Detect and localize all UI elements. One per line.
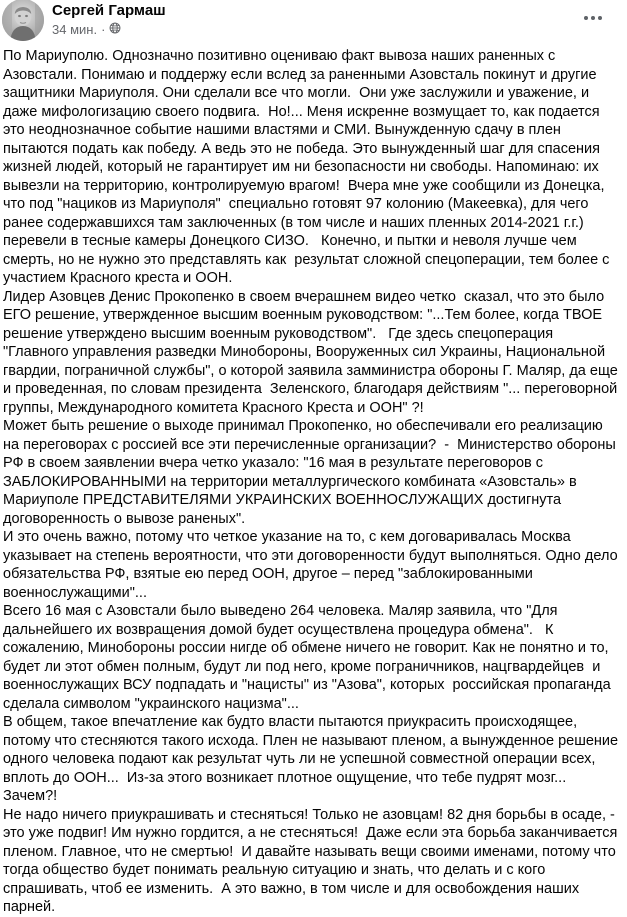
- ellipsis-dot: [591, 16, 595, 20]
- more-options-button[interactable]: [577, 2, 609, 34]
- author-name[interactable]: Сергей Гармаш: [52, 2, 166, 19]
- post-paragraph: И это очень важно, потому что четкое указание на то, с кем договаривалась Москва указывает на степень вероятности, что эти договоренности будут выполняться. Одно дело обязательства РФ, взятые ею перед ООН, другое – перед "заблокированными военнослужащими"...: [3, 529, 622, 601]
- post-text: [3, 47, 623, 917]
- post-paragraph: Всего 16 мая с Азовстали было выведено 264 человека. Маляр заявила, что "Для дальнейшего их возвращения домой будет осуществлена процедура обмена". К сожалению, Минобороны россии нигде об обмене ничего не говорит. Как не понятно и то, будет ли этот обмен полным, будут ли под него, кроме пограничников, нацгвардейцев и военнослужащих ВСУ подпадать и "нацисты" из "Азова", которых российская пропаганда сделала символом "украинского нацизма"...: [3, 603, 615, 712]
- post-paragraph: Лидер Азовцев Денис Прокопенко в своем вчерашнем видео четко сказал, что это было ЕГО решение, утвержденное высшим военным руководством: "...Тем более, когда ТВОЕ решение утверждено высшим военным руководством". Где здесь спецоперация "Главного управления разведки Минобороны, Вооруженных сил Украины, Национальной гвардии, пограничной службы", о которой заявила замминистра обороны Г. Маляр, да еще и проведенная, по словам президента Зеленского, благодаря действиям "... переговорной группы, Международного комитета Красного Креста и ООН" ?!: [3, 288, 622, 416]
- post-paragraph: Не надо ничего приукрашивать и стесняться! Только не азовцам! 82 дня борьбы в осаде, - это уже подвиг! Им нужно гордится, а не стесняться! Даже если эта борьба заканчивается пленом. Главное, что не смертью! И давайте называть вещи своими именами, потому что тогда общество будет понимать реальную ситуацию и знать, что делать и с кого спрашивать, чтоб ее изменить. А это важно, в том числе и для освобождения наших парней.: [3, 806, 622, 915]
- globe-icon: [109, 22, 121, 38]
- post-paragraph: В общем, такое впечатление как будто власти пытаются приукрасить происходящее, потому что стесняются такого исхода. Плен не называют пленом, а вынужденное решение одного человека подают как результат чуть ли не успешной совместной операции всех, вплоть до ООН... Из-за этого возникает плотное ощущение, что тебе пудрят мозг... Зачем?!: [3, 714, 623, 804]
- avatar[interactable]: [2, 0, 44, 41]
- post-subline: [52, 21, 577, 38]
- meta-separator: ·: [101, 21, 106, 37]
- post-paragraph: По Мариуполю. Однозначно позитивно оцениваю факт вывоза наших раненных с Азовстали. Понимаю и поддержу если вслед за раненными Азовсталь покинут и другие защитники Мариуполя. Они сделали все что могли. Они уже заслужили и уважение, и даже мифологизацию своего подвига. Но!... Меня искренне возмущает то, как подается это неоднозначное событие нашими властями и СМИ. Вынужденную сдачу в плен пытаются подать как победу. А ведь это не победа. Это вынужденный шаг для спасения жизней людей, который не гарантирует им ни безопасности ни свободы. Напоминаю: их вывезли на территорию, контролируемую врагом! Вчера мне уже сообщили из Донецка, что под "нациков из Мариуполя" специально готовят 97 колонию (Макеевка), для чего ранее содержавшихся там заключенных (в том числе и наших пленных 2014-2021 г.г.) перевели в тесные камеры Донецкого СИЗО. Конечно, и пытки и неволя лучше чем смерть, но не нужно это представлять как результат сложной спецоперации, тем более с участием Красного креста и ООН.: [3, 48, 614, 286]
- profile-photo: [2, 0, 44, 41]
- post-header: [0, 0, 627, 44]
- ellipsis-dot: [598, 16, 602, 20]
- post-paragraph: Может быть решение о выходе принимал Прокопенко, но обеспечивали его реализацию на переговорах с россией все эти перечисленные организации? - Министерство обороны РФ в своем заявлении вчера четко указало: "16 мая в результате переговоров с ЗАБЛОКИРОВАННЫМИ на территории металлургического комбината «Азовсталь» в Мариуполе ПРЕДСТАВИТЕЛЯМИ УКРАИНСКИХ ВОЕННОСЛУЖАЩИХ достигнута договоренность о вывозе раненых".: [3, 418, 620, 527]
- timestamp[interactable]: 34 мин.: [52, 21, 98, 37]
- header-meta: [52, 0, 577, 38]
- ellipsis-dot: [584, 16, 588, 20]
